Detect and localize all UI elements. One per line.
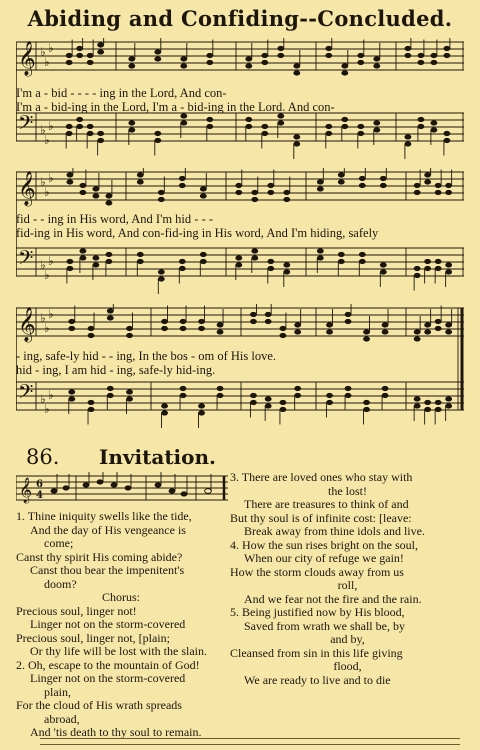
svg-text:𝄢: 𝄢 bbox=[18, 380, 34, 408]
svg-text:4: 4 bbox=[36, 490, 43, 501]
verse-line: abroad, bbox=[44, 711, 80, 726]
svg-text:𝄞: 𝄞 bbox=[18, 41, 36, 76]
verse-line: Or thy life will be lost with the slain. bbox=[30, 644, 207, 658]
verse-line: roll, bbox=[337, 578, 358, 592]
verse-line: Saved from wrath we shall be, by bbox=[244, 618, 405, 633]
verse-line: Canst thou bear the impenitent's bbox=[30, 563, 185, 577]
svg-text:𝄞: 𝄞 bbox=[18, 171, 36, 206]
verse-line: Linger not on the storm-covered bbox=[30, 671, 186, 685]
svg-text:𝄞: 𝄞 bbox=[18, 307, 36, 342]
svg-text:♭: ♭ bbox=[40, 175, 46, 189]
lyric-line-verse2: hid - ing, I am hid - ing, safe-ly hid-ing. bbox=[16, 363, 216, 377]
verse-line: Cleansed from sin in this life giving bbox=[230, 645, 403, 660]
svg-text:♭: ♭ bbox=[40, 311, 46, 325]
svg-text:♭: ♭ bbox=[48, 388, 54, 402]
svg-text:𝄢: 𝄢 bbox=[18, 246, 34, 274]
verse-line: 3. There are loved ones who stay with bbox=[230, 470, 413, 484]
svg-text:6: 6 bbox=[36, 479, 43, 490]
verse-line: When our city of refuge we gain! bbox=[244, 551, 404, 565]
page-title: Abiding and Confiding--Concluded. bbox=[27, 6, 453, 31]
verse-line: doom? bbox=[44, 576, 77, 591]
verse-line: Linger not on the storm-covered bbox=[30, 617, 186, 631]
svg-text:♭: ♭ bbox=[40, 45, 46, 59]
lyric-line-verse1: - ing, safe-ly hid - - ing, In the bos - om of His love. bbox=[16, 349, 277, 363]
verse-line: We are ready to live and to die bbox=[244, 672, 391, 687]
verse-line: flood, bbox=[333, 659, 362, 673]
verse-line: Precious soul, linger not! bbox=[16, 603, 137, 618]
hymn-number: 86. bbox=[26, 445, 60, 469]
verse-line: Chorus: bbox=[101, 590, 140, 604]
svg-text:♭: ♭ bbox=[48, 41, 54, 55]
svg-text:♭: ♭ bbox=[44, 321, 50, 335]
svg-text:♭: ♭ bbox=[44, 402, 50, 416]
verse-line: the lost! bbox=[328, 483, 367, 498]
svg-text:𝄢: 𝄢 bbox=[18, 111, 34, 139]
lyric-line-verse2: fid-ing in His word, And con-fid-ing in His word, And I'm hiding, safely bbox=[16, 226, 379, 240]
svg-text:♭: ♭ bbox=[44, 268, 50, 282]
verses-left-column bbox=[16, 510, 226, 740]
verse-line: And we fear not the fire and the rain. bbox=[244, 591, 422, 606]
verse-line: Canst thy spirit His coming abide? bbox=[16, 549, 183, 564]
verse-line: There are treasures to think of and bbox=[244, 497, 409, 511]
music-system-3 bbox=[16, 304, 464, 432]
svg-text:♭: ♭ bbox=[44, 185, 50, 199]
verse-line: 1. Thine iniquity swells like the tide, bbox=[16, 509, 192, 523]
lyric-line-verse1: I'm a - bid - - - - ing in the Lord, And con- bbox=[16, 86, 227, 100]
lyric-line-verse1: fid - - ing in His word, And I'm hid - - - bbox=[16, 212, 214, 226]
svg-text:♭: ♭ bbox=[48, 307, 54, 321]
svg-text:♭: ♭ bbox=[48, 254, 54, 268]
verse-line: For the cloud of His wrath spreads bbox=[16, 698, 182, 712]
svg-text:♭: ♭ bbox=[48, 171, 54, 185]
footer-rule bbox=[40, 738, 460, 745]
verse-line: But thy soul is of infinite cost: [leave: bbox=[230, 510, 412, 525]
verse-line: 4. How the sun rises bright on the soul, bbox=[230, 537, 418, 552]
svg-text:♭: ♭ bbox=[44, 133, 50, 147]
music-system-2 bbox=[16, 168, 464, 298]
verse-line: come; bbox=[44, 536, 74, 550]
music-system-1 bbox=[16, 38, 464, 163]
hymn-melody-staff bbox=[16, 470, 228, 506]
verses-right-column bbox=[230, 471, 465, 687]
verse-line: and by, bbox=[330, 632, 365, 646]
verse-line: 2. Oh, escape to the mountain of God! bbox=[16, 657, 200, 672]
verse-line: Break away from thine idols and live. bbox=[244, 524, 425, 538]
verse-line: 5. Being justified now by His blood, bbox=[230, 605, 405, 619]
svg-text:𝄞: 𝄞 bbox=[19, 478, 33, 503]
hymn-title: Invitation. bbox=[99, 445, 216, 469]
verse-line: And 'tis death to thy soul to remain. bbox=[30, 725, 202, 739]
lyric-line-verse2: I'm a - bid-ing in the Lord, I'm a - bid-ing in the Lord. And con- bbox=[16, 100, 335, 114]
svg-text:♭: ♭ bbox=[44, 55, 50, 69]
svg-text:♭: ♭ bbox=[40, 392, 46, 406]
verse-line: How the storm clouds away from us bbox=[230, 564, 404, 579]
svg-text:♭: ♭ bbox=[48, 119, 54, 133]
verse-line: plain, bbox=[44, 684, 71, 699]
verse-line: And the day of His vengeance is bbox=[30, 522, 186, 537]
svg-text:♭: ♭ bbox=[40, 258, 46, 272]
verse-line: Precious soul, linger not, [plain; bbox=[16, 630, 170, 645]
svg-text:♭: ♭ bbox=[40, 123, 46, 137]
